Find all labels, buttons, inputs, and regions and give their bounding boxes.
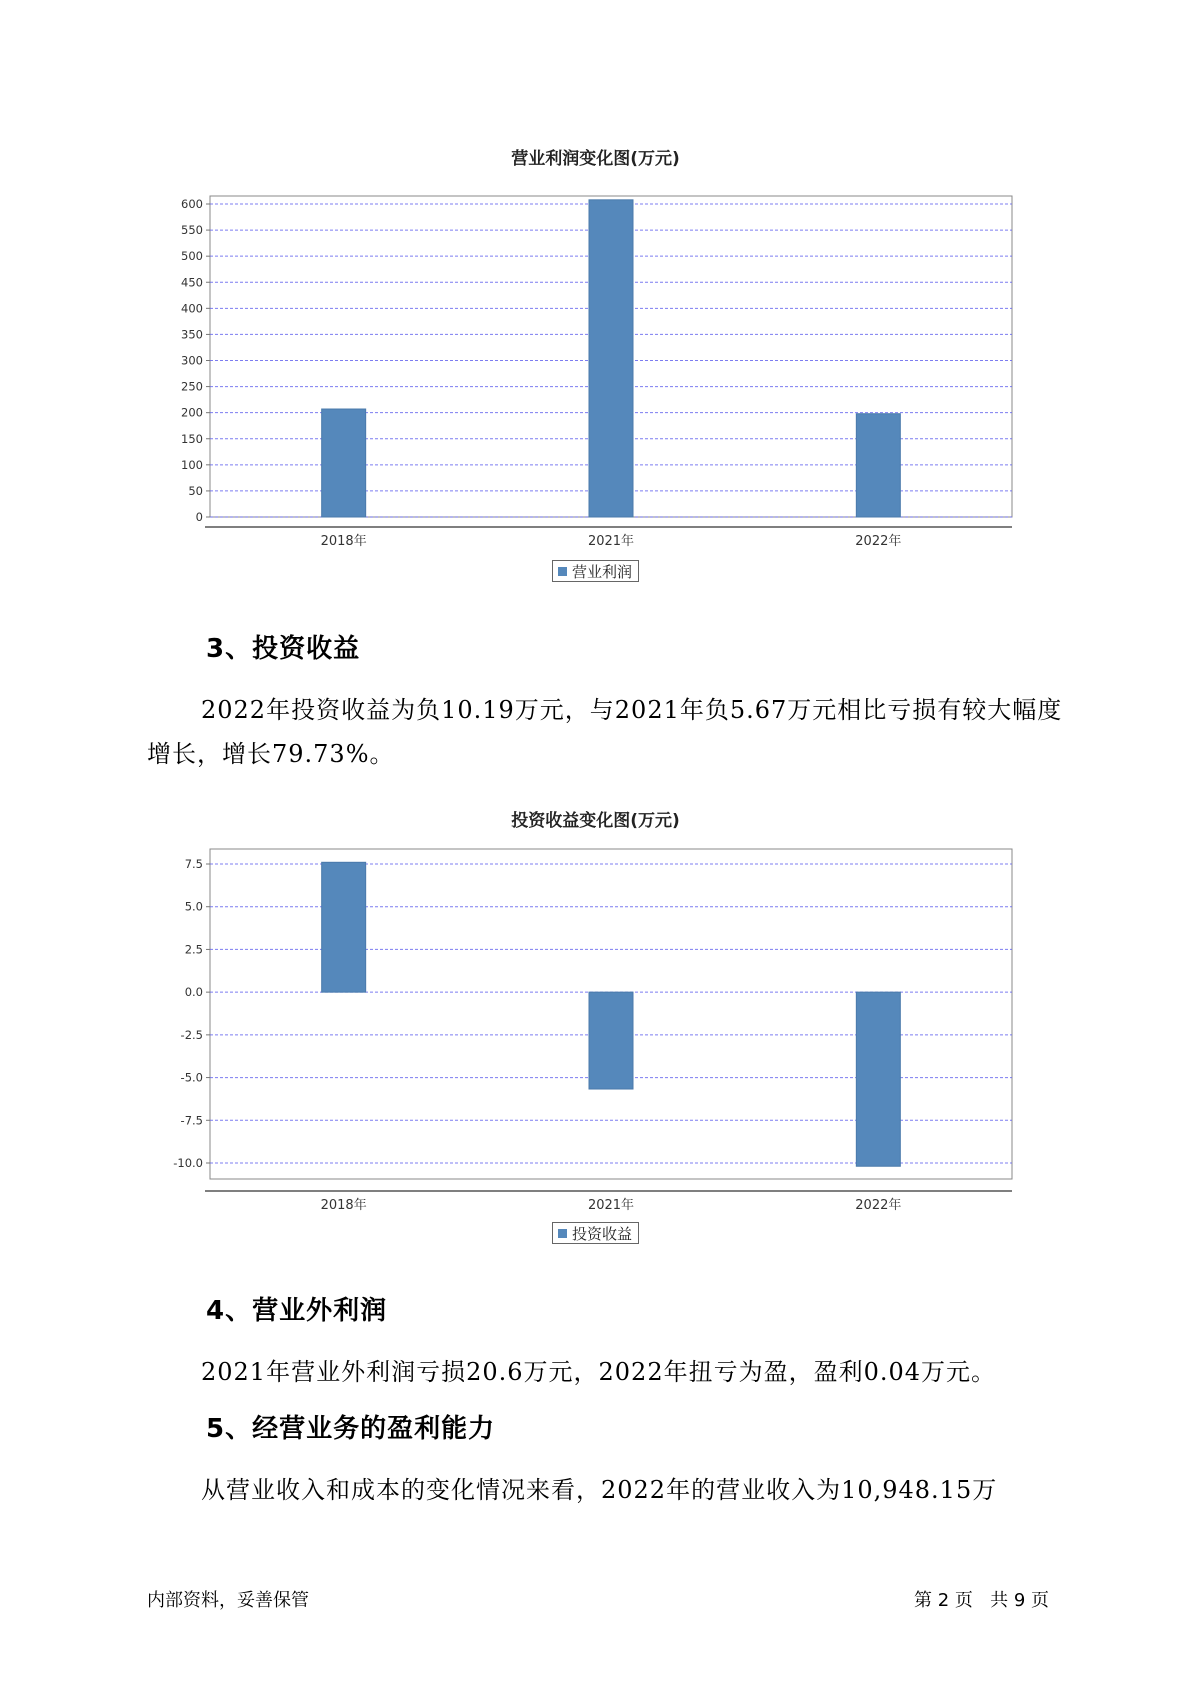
x-tick-label: 2018年 <box>320 534 367 549</box>
section-4-paragraph: 2021年营业外利润亏损20.6万元，2022年扭亏为盈，盈利0.04万元。 <box>201 1358 997 1386</box>
legend-investment-income <box>552 1222 639 1244</box>
y-tick-label: 450 <box>181 275 203 290</box>
y-tick-label: -2.5 <box>180 1027 203 1042</box>
y-tick-label: -10.0 <box>173 1156 203 1170</box>
y-tick-label: 350 <box>181 327 203 342</box>
y-tick-label: 0.0 <box>184 985 203 1000</box>
footer-confidential-note: 内部资料，妥善保管 <box>147 1590 309 1611</box>
y-tick-label: 600 <box>181 197 203 211</box>
y-tick-label: 300 <box>181 353 203 368</box>
x-tick-label: 2021年 <box>587 534 635 549</box>
y-tick-label: 50 <box>188 483 203 498</box>
y-tick-label: 200 <box>181 405 203 420</box>
section-5-paragraph: 从营业收入和成本的变化情况来看，2022年的营业收入为10,948.15万 <box>201 1476 998 1504</box>
legend-swatch <box>558 1229 567 1238</box>
section-3-paragraph: 2022年投资收益为负10.19万元，与2021年负5.67万元相比亏损有较大幅度增长，增长79.73%。 <box>147 696 1063 768</box>
chart-title-investment-income: 投资收益变化图(万元) <box>511 811 680 831</box>
section-5-heading: 5、经营业务的盈利能力 <box>206 1414 496 1444</box>
y-tick-label: -5.0 <box>180 1070 203 1085</box>
y-tick-label: 2.5 <box>184 942 203 957</box>
y-tick-label: 150 <box>181 431 203 446</box>
y-tick-label: 550 <box>181 223 203 238</box>
x-tick-label: 2021年 <box>587 1198 635 1213</box>
y-tick-label: 400 <box>181 301 203 316</box>
y-tick-label: 5.0 <box>184 899 203 914</box>
bar <box>589 992 633 1089</box>
legend-label: 投资收益 <box>572 1224 633 1243</box>
legend-label: 营业利润 <box>572 562 633 581</box>
footer-page-number: 第 2 页 共 9 页 <box>914 1590 1049 1611</box>
y-tick-label: 100 <box>181 457 203 472</box>
y-tick-label: -7.5 <box>180 1113 203 1128</box>
y-tick-label: 250 <box>181 379 203 394</box>
bar <box>856 992 900 1166</box>
y-tick-label: 500 <box>181 249 203 264</box>
y-tick-label: 7.5 <box>184 857 203 871</box>
section-4-heading: 4、营业外利润 <box>206 1296 388 1326</box>
chart-title-operating-profit: 营业利润变化图(万元) <box>511 149 680 169</box>
x-tick-label: 2018年 <box>320 1198 367 1213</box>
y-tick-label: 0 <box>195 510 203 524</box>
section-3-heading: 3、投资收益 <box>206 634 361 664</box>
x-tick-label: 2022年 <box>855 534 902 549</box>
bar <box>322 862 366 992</box>
x-tick-label: 2022年 <box>855 1198 902 1213</box>
